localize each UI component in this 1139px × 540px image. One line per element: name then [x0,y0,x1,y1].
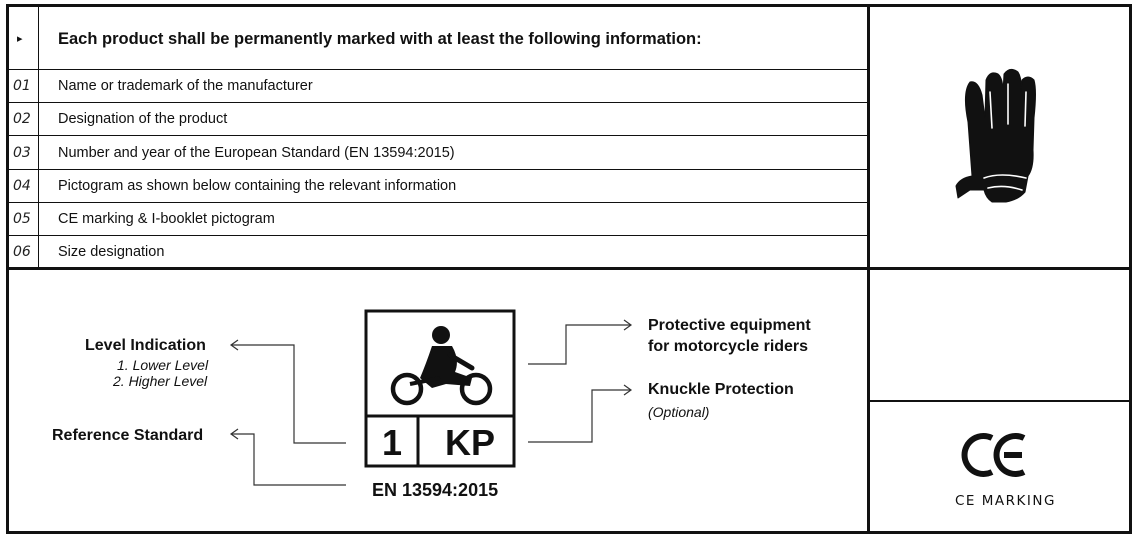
list-item [9,203,868,235]
header-text: Each product shall be permanently marked with at least the following information: [58,30,702,48]
level-1-text: 1. Lower Level [117,357,209,373]
list-item [9,170,868,202]
item-number: 05 [13,211,31,227]
item-number: 02 [13,111,31,127]
item-number: 03 [13,144,31,161]
optional-label: (Optional) [648,404,710,420]
level-2-text: 2. Higher Level [113,373,208,389]
right-divider [867,400,1132,402]
ce-marking-caption: CE MARKING [955,493,1056,509]
item-text: Designation of the product [58,111,228,127]
list-item [9,103,868,135]
protection-code: KP [445,422,496,463]
level-indication-label: Level Indication [85,337,206,354]
item-text: Number and year of the European Standard (EN 13594:2015) [58,144,455,161]
motorcycle-riders-label: for motorcycle riders [648,338,809,355]
reference-standard-label: Reference Standard [52,427,204,444]
item-text: Pictogram as shown below containing the relevant information [58,178,457,194]
protective-equipment-label: Protective equipment [648,317,811,334]
item-number: 01 [13,78,31,94]
list-item [9,70,868,102]
item-number: 04 [13,178,31,194]
list-item [9,236,868,268]
standard-label: EN 13594:2015 [372,480,499,500]
header-bullet: ▸ [17,33,23,45]
list-item [9,136,868,169]
item-text: CE marking & I-booklet pictogram [58,211,275,227]
knuckle-protection-label: Knuckle Protection [648,381,794,398]
item-text: Name or trademark of the manufacturer [58,78,313,94]
item-number: 06 [13,244,31,260]
item-text: Size designation [58,244,165,260]
level-number: 1 [382,422,403,463]
